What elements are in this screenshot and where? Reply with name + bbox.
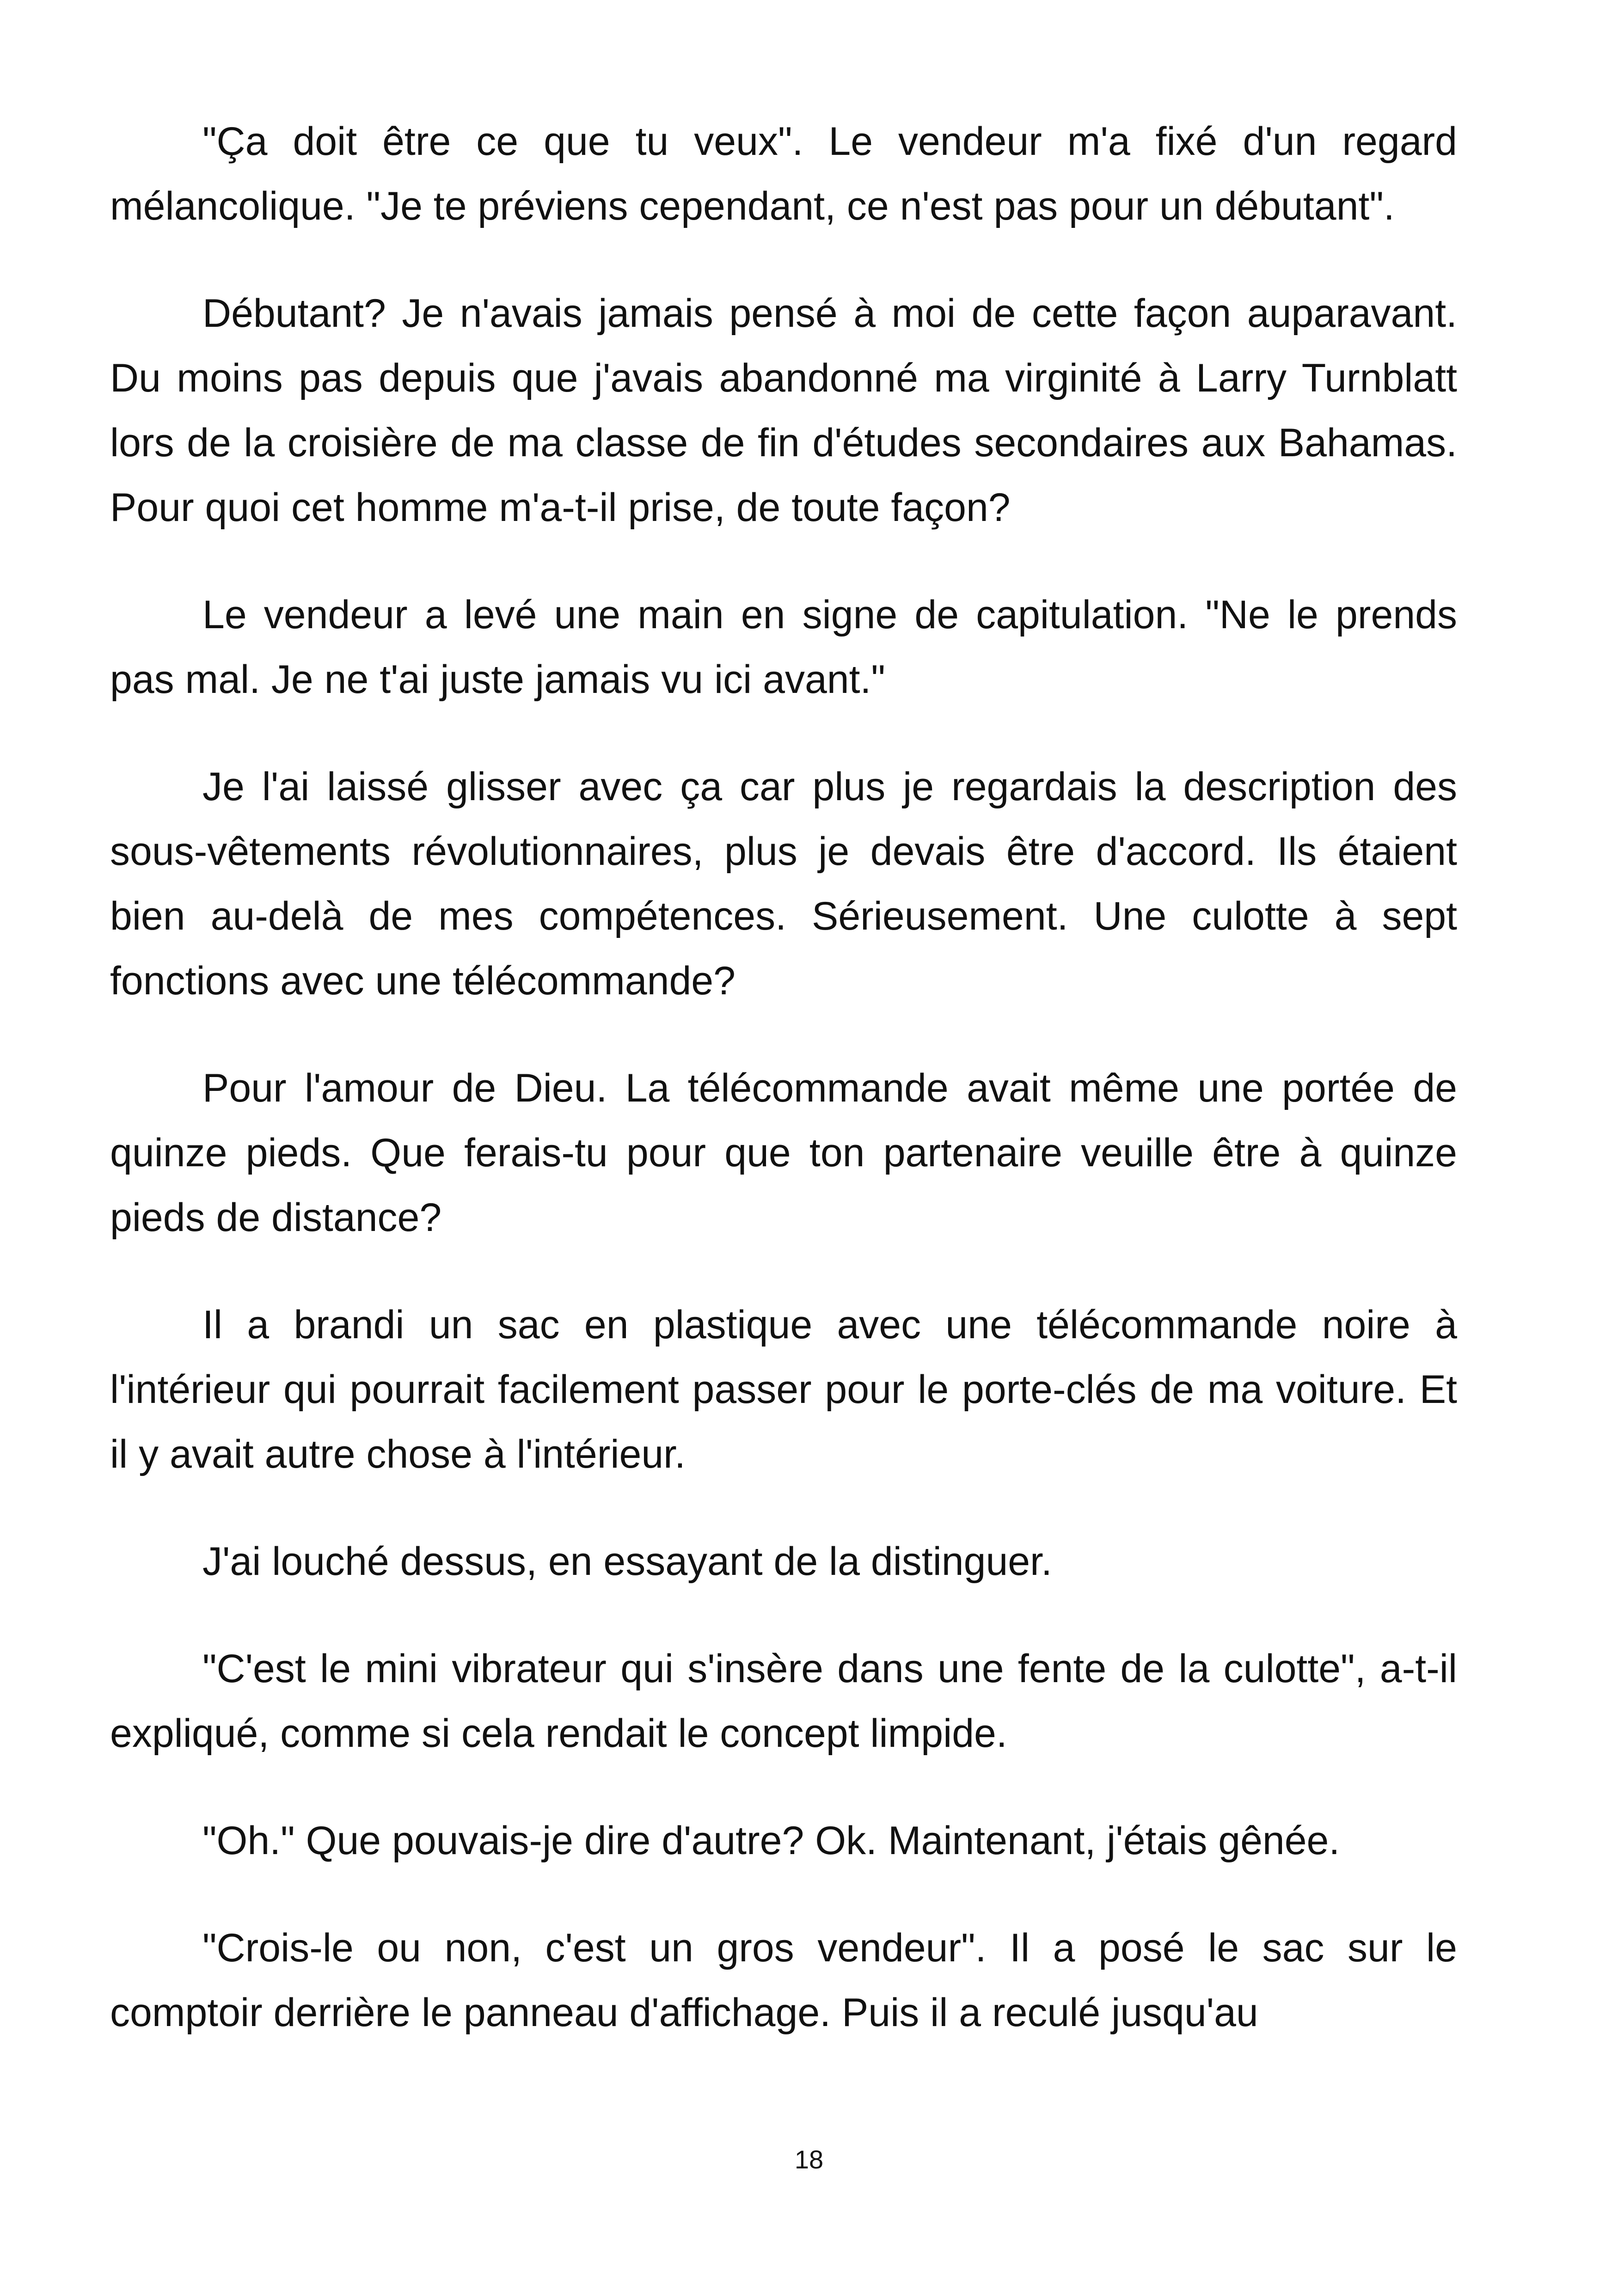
paragraph: "Ça doit être ce que tu veux". Le vendeur m'a fixé d'un regard mélancolique. "Je te préviens cependant, ce n'est pas pour un débutant". [110,119,1457,228]
paragraph: "Oh." Que pouvais-je dire d'autre? Ok. Maintenant, j'étais gênée. [202,1818,1340,1863]
body-text [110,109,1457,2045]
paragraph: "Crois-le ou non, c'est un gros vendeur". Il a posé le sac sur le comptoir derrière le panneau d'affichage. Puis il a reculé jusqu'au [110,1926,1457,2035]
paragraph: Débutant? Je n'avais jamais pensé à moi de cette façon auparavant. Du moins pas depuis que j'avais abandonné ma virginité à Larry Turnblatt lors de la croisière de ma classe de fin d'études secondaires aux Bahamas. Pour quoi cet homme m'a-t-il prise, de toute façon? [110,291,1457,530]
paragraph: Le vendeur a levé une main en signe de capitulation. "Ne le prends pas mal. Je ne t'ai juste jamais vu ici avant." [110,593,1457,702]
page-number: 18 [794,2145,824,2174]
paragraph: J'ai louché dessus, en essayant de la distinguer. [202,1539,1052,1584]
paragraph: Je l'ai laissé glisser avec ça car plus je regardais la description des sous-vêtements révolutionnaires, plus je devais être d'accord. Ils étaient bien au-delà de mes compétences. Sérieusement. Une culotte à sept fonctions avec une télécommande? [110,765,1457,1003]
paragraph: Il a brandi un sac en plastique avec une télécommande noire à l'intérieur qui pourrait facilement passer pour le porte-clés de ma voiture. Et il y avait autre chose à l'intérieur. [110,1303,1457,1476]
paragraph: Pour l'amour de Dieu. La télécommande avait même une portée de quinze pieds. Que ferais-tu pour que ton partenaire veuille être à quinze pieds de distance? [110,1066,1457,1240]
paragraph: "C'est le mini vibrateur qui s'insère dans une fente de la culotte", a-t-il expliqué, comme si cela rendait le concept limpide. [110,1647,1457,1756]
